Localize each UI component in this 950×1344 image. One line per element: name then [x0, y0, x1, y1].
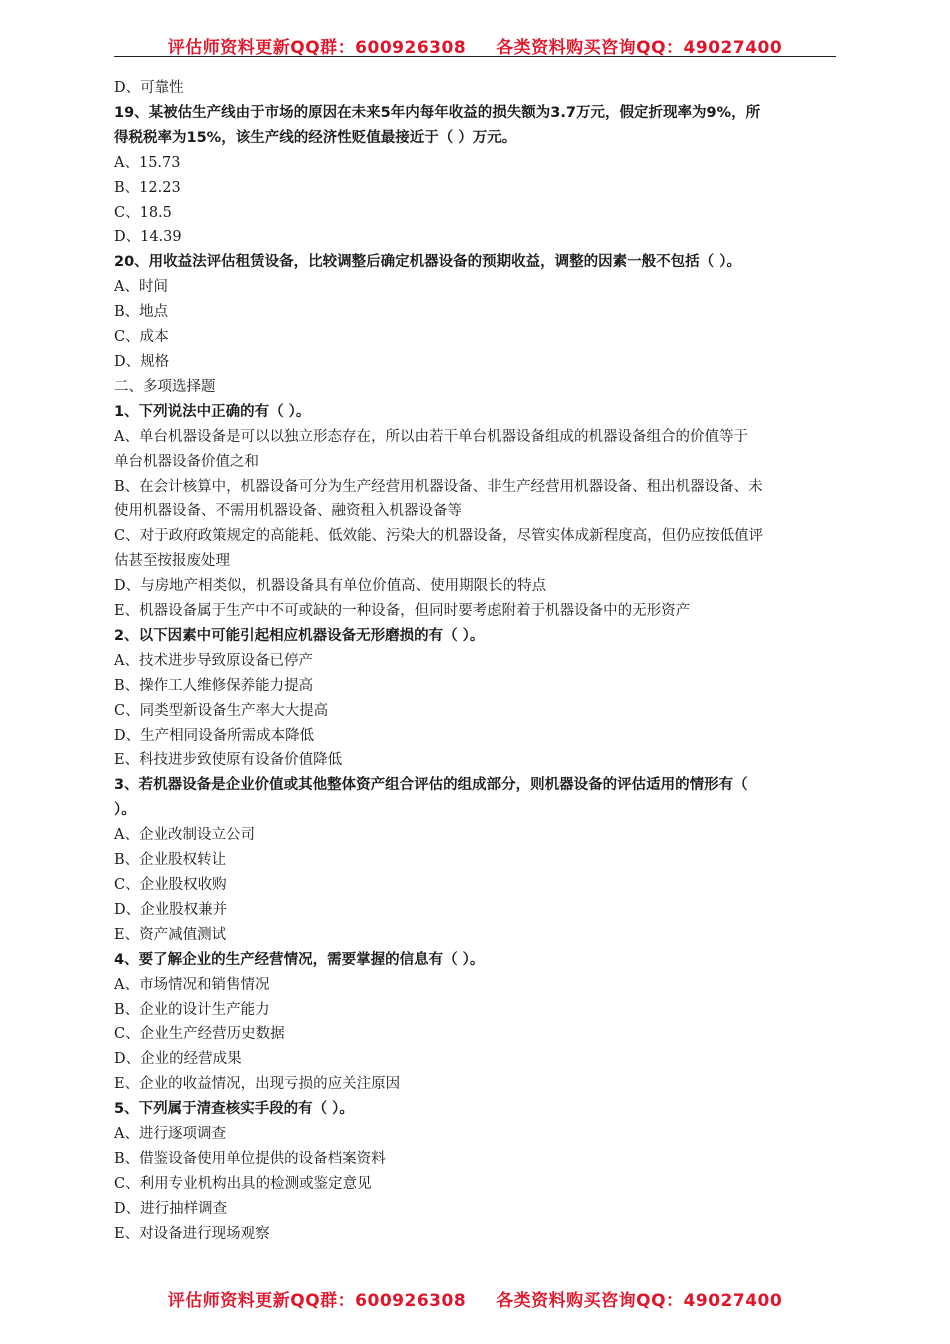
option-line: B、借鉴设备使用单位提供的设备档案资料 [114, 1150, 386, 1167]
option-line: E、机器设备属于生产中不可或缺的一种设备，但同时要考虑附着于机器设备中的无形资产 [114, 603, 691, 620]
option-line: B、企业股权转让 [114, 852, 227, 869]
section-heading: 二、多项选择题 [114, 378, 216, 395]
option-line: B、地点 [114, 304, 169, 321]
option-line: A、企业改制设立公司 [114, 827, 255, 844]
option-line: C、18.5 [114, 204, 172, 221]
option-line: C、企业股权收购 [114, 877, 227, 893]
option-line: E、资产减值测试 [114, 926, 227, 943]
option-line: C、企业生产经营历史数据 [114, 1026, 285, 1043]
option-line: D、企业的经营成果 [114, 1051, 242, 1068]
footer-banner [0, 1286, 950, 1311]
question-line: 20、用收益法评估租赁设备，比较调整后确定机器设备的预期收益，调整的因素一般不包括（ ）。 [114, 254, 741, 271]
question-line: 2、以下因素中可能引起相应机器设备无形磨损的有（ ）。 [114, 627, 485, 644]
header-rule [114, 56, 836, 57]
option-line: D、企业股权兼并 [114, 901, 228, 918]
option-line: A、时间 [114, 279, 168, 296]
option-line: B、操作工人维修保养能力提高 [114, 677, 314, 694]
question-line: 5、下列属于清查核实手段的有（ ）。 [114, 1101, 354, 1118]
option-line: B、在会计核算中，机器设备可分为生产经营用机器设备、非生产经营用机器设备、租出机器设备、未 [114, 478, 763, 495]
option-line: 单台机器设备价值之和 [114, 453, 259, 470]
option-line: C、利用专业机构出具的检测或鉴定意见 [114, 1175, 372, 1192]
option-line: C、对于政府政策规定的高能耗、低效能、污染大的机器设备，尽管实体成新程度高，但仍应按低值评 [114, 528, 764, 545]
question-line: 得税税率为15%，该生产线的经济性贬值最接近于（ ）万元。 [114, 129, 517, 146]
option-line: A、单台机器设备是可以以独立形态存在，所以由若干单台机器设备组成的机器设备组合的价值等于 [114, 428, 748, 445]
footer-qq-group: 评估师资料更新QQ群：600926308 [167, 1291, 467, 1311]
option-line: 估甚至按报废处理 [114, 553, 230, 570]
option-line: C、成本 [114, 329, 169, 346]
option-line: D、生产相同设备所需成本降低 [114, 727, 315, 744]
option-line: D、与房地产相类似，机器设备具有单位价值高、使用期限长的特点 [114, 578, 547, 595]
option-line: C、同类型新设备生产率大大提高 [114, 702, 329, 719]
question-line: ）。 [114, 802, 136, 819]
option-line: B、企业的设计生产能力 [114, 1001, 270, 1018]
option-line: D、进行抽样调查 [114, 1200, 228, 1217]
header-qq-purchase: 各类资料购买咨询QQ：49027400 [496, 38, 783, 58]
option-line: B、12.23 [114, 179, 181, 196]
header-qq-group: 评估师资料更新QQ群：600926308 [167, 38, 467, 58]
option-line: E、企业的收益情况，出现亏损的应关注原因 [114, 1076, 401, 1093]
option-line: D、14.39 [114, 229, 182, 246]
option-line: E、科技进步致使原有设备价值降低 [114, 752, 343, 769]
option-line: A、进行逐项调查 [114, 1126, 226, 1143]
document-body [114, 76, 836, 1247]
header-banner [0, 33, 950, 58]
option-line: A、市场情况和销售情况 [114, 976, 270, 993]
footer-qq-purchase: 各类资料购买咨询QQ：49027400 [496, 1291, 783, 1311]
question-line: 3、若机器设备是企业价值或其他整体资产组合评估的组成部分，则机器设备的评估适用的情形有（ [114, 777, 748, 794]
option-line: A、15.73 [114, 154, 181, 171]
question-line: 1、下列说法中正确的有（ ）。 [114, 403, 311, 420]
option-line: 使用机器设备、不需用机器设备、融资租入机器设备等 [114, 503, 462, 520]
question-line: 19、某被估生产线由于市场的原因在未来5年内每年收益的损失额为3.7万元，假定折现率为9%，所 [114, 104, 761, 121]
option-line: E、对设备进行现场观察 [114, 1225, 270, 1242]
option-line: D、规格 [114, 353, 170, 370]
option-line: D、可靠性 [114, 80, 184, 96]
option-line: A、技术进步导致原设备已停产 [114, 652, 313, 669]
question-line: 4、要了解企业的生产经营情况，需要掌握的信息有（ ）。 [114, 951, 485, 968]
